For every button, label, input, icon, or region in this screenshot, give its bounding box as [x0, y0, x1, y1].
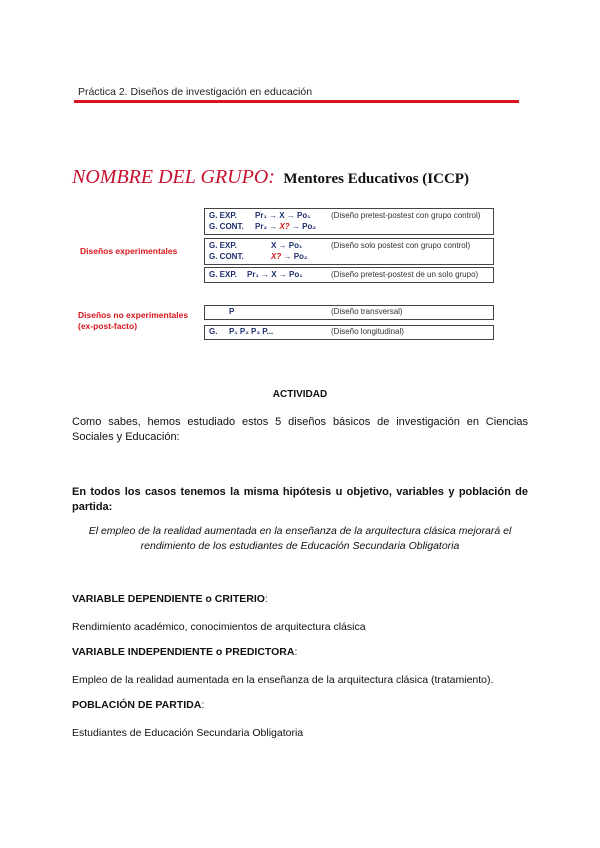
group-name: Mentores Educativos (ICCP) — [283, 171, 469, 187]
exp-group-label: G. EXP. — [209, 241, 237, 250]
exp-group-formula: Pr₁ → X → Po₁ — [255, 211, 311, 220]
common-statement: En todos los casos tenemos la misma hipótesis u objetivo, variables y población de partida: — [72, 486, 528, 513]
design-box-postest-only-control — [204, 238, 494, 265]
design-box-transversal — [204, 305, 494, 320]
page-header: Práctica 2. Diseños de investigación en educación — [78, 86, 313, 98]
exp-group-label: G. EXP. — [209, 211, 237, 220]
hypothesis-line-2: rendimiento de los estudiantes de Educación Secundaria Obligatoria — [140, 540, 460, 552]
dependent-variable-label: VARIABLE DEPENDIENTE o CRITERIO — [72, 593, 265, 605]
design-description: (Diseño pretest-postest de un solo grupo) — [331, 270, 479, 279]
expostfacto-label: (ex-post-facto) — [78, 321, 138, 331]
activity-intro: Como sabes, hemos estudiado estos 5 diseños básicos de investigación en Ciencias Sociales y Educación: — [72, 416, 528, 443]
hypothesis — [72, 524, 528, 554]
exp-group-formula: Pr₁ → X → Po₁ — [247, 270, 303, 279]
design-description: (Diseño pretest-postest con grupo control) — [331, 211, 481, 220]
exp-group-label: G. EXP. — [209, 270, 237, 279]
group-heading — [72, 166, 469, 189]
control-group-formula: X? → Po₂ — [271, 252, 308, 261]
design-formula: P₁ P₂ P₃ P... — [229, 327, 274, 336]
control-group-formula: Pr₂ → X? → Po₂ — [255, 222, 316, 231]
independent-variable-label: VARIABLE INDEPENDIENTE o PREDICTORA — [72, 646, 295, 658]
design-box-pretest-postest-control — [204, 208, 494, 235]
independent-variable-value: Empleo de la realidad aumentada en la enseñanza de la arquitectura clásica (tratamiento). — [72, 674, 494, 686]
dependent-variable-heading: VARIABLE DEPENDIENTE o CRITERIO: — [72, 593, 268, 605]
exp-group-formula: X → Po₁ — [271, 241, 303, 250]
design-description: (Diseño solo postest con grupo control) — [331, 241, 471, 250]
design-box-pretest-postest-single — [204, 267, 494, 283]
group-label: NOMBRE DEL GRUPO: — [72, 166, 275, 188]
independent-variable-heading: VARIABLE INDEPENDIENTE o PREDICTORA: — [72, 646, 298, 658]
header-rule — [74, 100, 519, 103]
population-label: POBLACIÓN DE PARTIDA — [72, 699, 202, 711]
design-formula: P — [229, 307, 235, 316]
control-group-label: G. CONT. — [209, 222, 244, 231]
design-box-longitudinal — [204, 325, 494, 340]
control-group-label: G. CONT. — [209, 252, 244, 261]
population-heading: POBLACIÓN DE PARTIDA: — [72, 699, 205, 711]
experimental-designs-label: Diseños experimentales — [80, 246, 178, 256]
design-description: (Diseño longitudinal) — [331, 327, 404, 336]
group-label: G. — [209, 327, 218, 336]
nonexperimental-designs-label: Diseños no experimentales — [78, 310, 189, 320]
design-description: (Diseño transversal) — [331, 307, 403, 316]
activity-title: ACTIVIDAD — [272, 389, 328, 400]
population-value: Estudiantes de Educación Secundaria Obligatoria — [72, 727, 304, 739]
hypothesis-line-1: El empleo de la realidad aumentada en la enseñanza de la arquitectura clásica mejorará el — [88, 525, 512, 537]
dependent-variable-value: Rendimiento académico, conocimientos de arquitectura clásica — [72, 621, 366, 633]
